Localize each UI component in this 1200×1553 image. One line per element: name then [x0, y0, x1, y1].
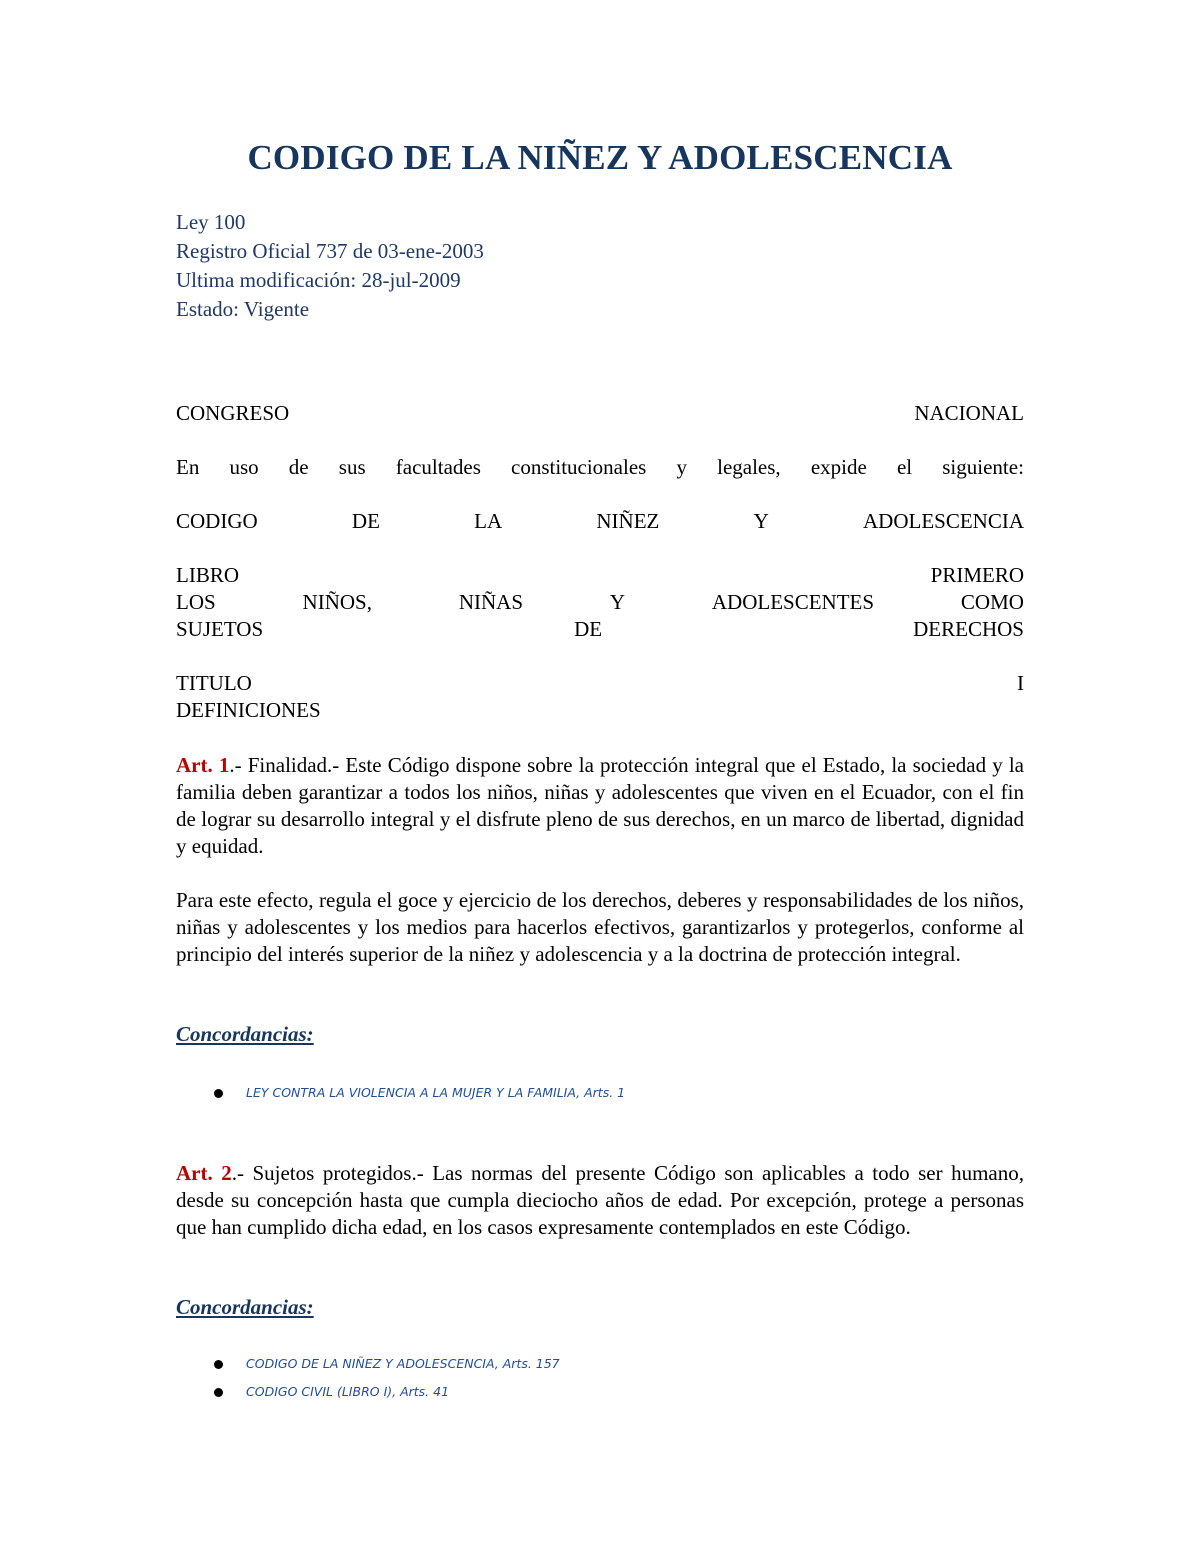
- document-meta: [176, 208, 484, 324]
- concordancia-link[interactable]: CODIGO CIVIL (LIBRO I), Arts. 41: [246, 1384, 450, 1399]
- art1-paragraph: [176, 752, 1024, 860]
- art1-concordancias-heading: Concordancias:: [176, 1022, 314, 1046]
- libro-line-3: [176, 616, 1024, 643]
- bullet-icon: [214, 1388, 223, 1397]
- word: I: [1017, 671, 1024, 695]
- word: de: [288, 455, 309, 479]
- meta-estado: Estado: Vigente: [176, 297, 310, 321]
- expide-words: [176, 454, 1024, 481]
- codigo-heading-line: [176, 508, 1024, 535]
- word: LIBRO: [176, 563, 239, 587]
- word: NIÑOS,: [302, 590, 372, 614]
- congreso-words: [176, 400, 1024, 427]
- word: el: [896, 455, 913, 479]
- word: NACIONAL: [914, 401, 1024, 425]
- word: constitucionales: [511, 455, 647, 479]
- libro-line-2: [176, 589, 1024, 616]
- word: legales,: [717, 455, 781, 479]
- word: LA: [474, 509, 503, 533]
- word: En: [176, 455, 200, 479]
- titulo-heading: [176, 670, 1024, 724]
- meta-ley: Ley 100: [176, 210, 246, 234]
- word: DE: [574, 617, 603, 641]
- congreso-line: [176, 400, 1024, 427]
- word: LOS: [176, 590, 216, 614]
- art2-label: Art. 2: [176, 1161, 232, 1185]
- art1-text: .- Finalidad.- Este Código dispone sobre la protección integral que el Estado, la sociedad y la familia deben garantizar a todos los niños, niñas y adolescentes que viven en el Ecuador, con el fin de lograr su desarrollo integral y el disfrute pleno de sus derechos, en un marco de libertad, dignidad y equidad.: [176, 753, 1024, 858]
- word: y: [676, 455, 687, 479]
- word: SUJETOS: [176, 617, 264, 641]
- codigo-heading-words: [176, 508, 1024, 535]
- word: DERECHOS: [913, 617, 1024, 641]
- word: Y: [753, 509, 769, 533]
- meta-ultima-modificacion: Ultima modificación: 28-jul-2009: [176, 268, 461, 292]
- art1-paragraph-2: Para este efecto, regula el goce y ejercicio de los derechos, deberes y responsabilidades de los niños, niñas y adolescentes y los medios para hacerlos efectivos, garantizarlos y protegerlos, conforme al principio del interés superior de la niñez y adolescencia y a la doctrina de protección integral.: [176, 888, 1024, 966]
- word: CONGRESO: [176, 401, 290, 425]
- libro-line-1: [176, 562, 1024, 589]
- concordancia-link[interactable]: CODIGO DE LA NIÑEZ Y ADOLESCENCIA, Arts. 157: [246, 1356, 560, 1371]
- expide-line: [176, 454, 1024, 481]
- word: uso: [229, 455, 259, 479]
- art2-paragraph: [176, 1160, 1024, 1241]
- word: DE: [351, 509, 380, 533]
- word: Y: [609, 590, 626, 614]
- word: siguiente:: [942, 455, 1024, 479]
- word: ADOLESCENTES: [711, 590, 875, 614]
- art1-label: Art. 1: [176, 753, 230, 777]
- libro-heading: [176, 562, 1024, 643]
- concordancia-link[interactable]: LEY CONTRA LA VIOLENCIA A LA MUJER Y LA FAMILIA, Arts. 1: [246, 1085, 626, 1100]
- bullet-icon: [214, 1360, 223, 1369]
- meta-registro-oficial: Registro Oficial 737 de 03-ene-2003: [176, 239, 484, 263]
- titulo-line-1: [176, 670, 1024, 697]
- document-title: CODIGO DE LA NIÑEZ Y ADOLESCENCIA: [247, 138, 953, 177]
- titulo-line-2: DEFINICIONES: [176, 698, 321, 722]
- word: expide: [810, 455, 867, 479]
- word: PRIMERO: [930, 563, 1024, 587]
- art2-concordancias-heading: Concordancias:: [176, 1295, 314, 1319]
- word: sus: [338, 455, 366, 479]
- word: facultades: [395, 455, 481, 479]
- word: NIÑEZ: [596, 509, 660, 533]
- word: COMO: [960, 590, 1024, 614]
- word: CODIGO: [176, 509, 258, 533]
- word: ADOLESCENCIA: [863, 509, 1024, 533]
- art2-text: .- Sujetos protegidos.- Las normas del presente Código son aplicables a todo ser humano, desde su concepción hasta que cumpla dieciocho años de edad. Por excepción, protege a personas que han cumplido dicha edad, en los casos expresamente contemplados en este Código.: [176, 1161, 1024, 1239]
- bullet-icon: [214, 1089, 223, 1098]
- word: NIÑAS: [458, 590, 523, 614]
- word: TITULO: [176, 671, 252, 695]
